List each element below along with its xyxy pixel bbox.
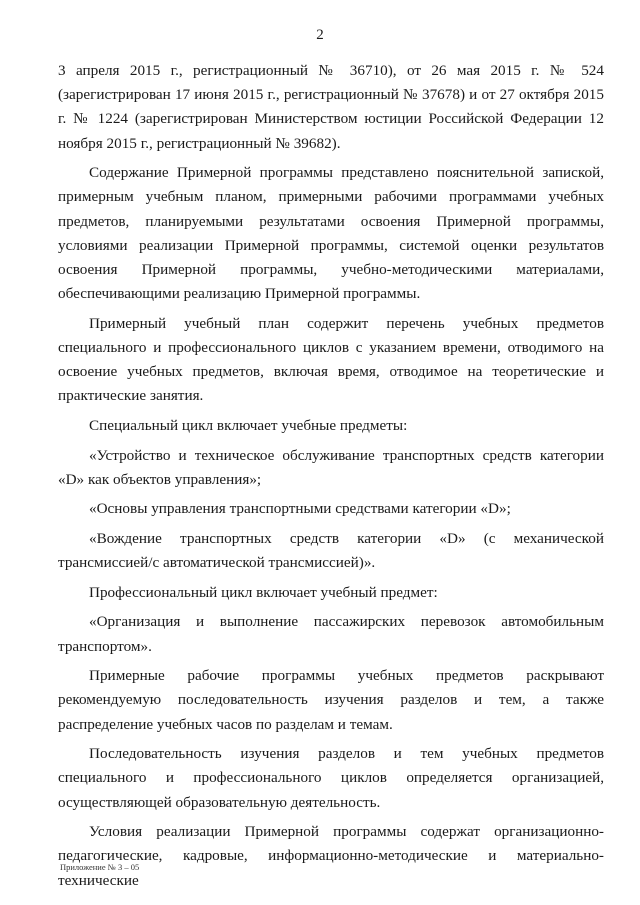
paragraph-subject-control-basics: «Основы управления транспортными средствами категории «D»; — [89, 500, 511, 518]
paragraph-implementation-conditions: Условия реализации Примерной программы содержат организационно-педагогические, кадровые, информационно-методические и материально-технические — [58, 823, 604, 889]
paragraph-curriculum: Примерный учебный план содержит перечень учебных предметов специального и профессионального циклов с указанием времени, отводимого на освоение учебных предметов, включая время, отводимое на теоретические и практические занятия. — [58, 314, 604, 405]
paragraph-work-programs: Примерные рабочие программы учебных предметов раскрывают рекомендуемую последовательность изучения разделов и тем, а также распределение учебных часов по разделам и темам. — [58, 667, 604, 733]
paragraph-special-cycle: Специальный цикл включает учебные предметы: — [89, 417, 408, 435]
paragraph-subject-driving: «Вождение транспортных средств категории «D» (с механической трансмиссией/с автоматической трансмиссией)». — [58, 530, 604, 572]
document-body — [58, 59, 604, 898]
paragraph-subject-vehicle-structure: «Устройство и техническое обслуживание транспортных средств категории «D» как объектов управления»; — [58, 446, 604, 488]
paragraph-professional-cycle: Профессиональный цикл включает учебный предмет: — [89, 583, 438, 601]
footer-note: Приложение № 3 – 05 — [60, 862, 140, 872]
page-number: 2 — [316, 27, 324, 43]
paragraph-subject-passenger-transport: «Организация и выполнение пассажирских перевозок автомобильным транспортом». — [58, 613, 604, 655]
paragraph-study-sequence: Последовательность изучения разделов и тем учебных предметов специального и профессионального циклов определяется организацией, осуществляющей образовательную деятельность. — [58, 745, 604, 811]
paragraph-registration-continuation: 3 апреля 2015 г., регистрационный № 36710), от 26 мая 2015 г. № 524 (зарегистрирован 17 июня 2015 г., регистрационный № 37678) и от 27 октября 2015 г. № 1224 (зарегистрирован Министерством юстиции Российской Федерации 12 ноября 2015 г., регистрационный № 39682). — [58, 62, 604, 152]
paragraph-program-contents: Содержание Примерной программы представлено пояснительной запиской, примерным учебным планом, примерными рабочими программами учебных предметов, планируемыми результатами освоения Примерной программы, условиями реализации Примерной программы, системой оценки результатов освоения Примерной программы, учебно-методическими материалами, обеспечивающими реализацию Примерной программы. — [58, 164, 604, 303]
